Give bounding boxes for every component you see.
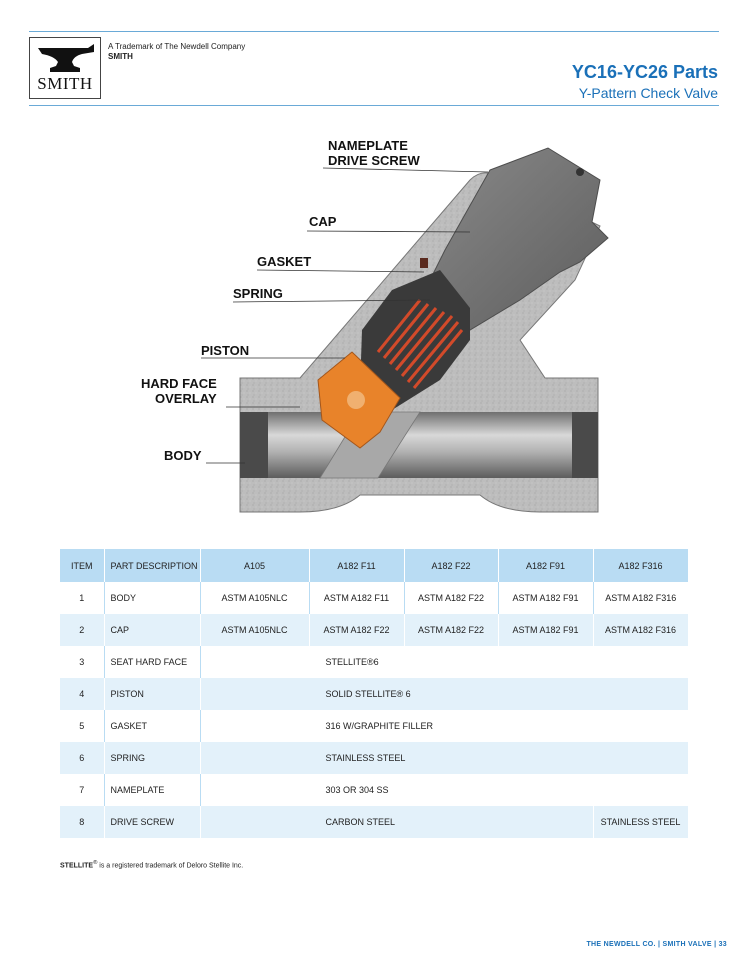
- footnote-reg: ®: [93, 860, 98, 866]
- table-row: [60, 646, 688, 678]
- row-f11: ASTM A182 F11: [309, 582, 404, 614]
- row-desc: BODY: [104, 582, 200, 614]
- brand-name: SMITH: [108, 52, 133, 61]
- valve-cutaway-diagram: [0, 110, 750, 540]
- header-a182-f91: A182 F91: [498, 549, 593, 582]
- row-material: CARBON STEEL: [200, 806, 593, 838]
- header-part-description: PART DESCRIPTION: [104, 549, 200, 582]
- row-f91: ASTM A182 F91: [498, 614, 593, 646]
- row-desc: NAMEPLATE: [104, 774, 200, 806]
- table-row: [60, 710, 688, 742]
- trademark-footnote: [60, 860, 243, 869]
- row-item: 2: [60, 614, 104, 646]
- row-material: SOLID STELLITE® 6: [200, 678, 688, 710]
- flow-bore: [240, 412, 598, 478]
- callout-overlay: OVERLAY: [155, 391, 217, 406]
- piston-face: [347, 391, 365, 409]
- callout-nameplate: NAMEPLATE: [328, 138, 408, 153]
- header-a182-f22: A182 F22: [404, 549, 498, 582]
- callout-spring: SPRING: [233, 286, 283, 301]
- row-f316: ASTM A182 F316: [593, 582, 688, 614]
- row-material: 303 OR 304 SS: [200, 774, 688, 806]
- row-desc: SPRING: [104, 742, 200, 774]
- row-item: 5: [60, 710, 104, 742]
- page-subtitle: Y-Pattern Check Valve: [578, 85, 718, 101]
- row-item: 7: [60, 774, 104, 806]
- header-rule: [29, 105, 719, 106]
- table-row: [60, 614, 688, 646]
- row-f22: ASTM A182 F22: [404, 614, 498, 646]
- row-material: STAINLESS STEEL: [200, 742, 688, 774]
- callout-body: BODY: [164, 448, 202, 463]
- table-header-row: [60, 549, 688, 582]
- row-desc: PISTON: [104, 678, 200, 710]
- table-row: [60, 582, 688, 614]
- row-item: 3: [60, 646, 104, 678]
- page-title: YC16-YC26 Parts: [571, 62, 718, 82]
- row-a105: ASTM A105NLC: [200, 582, 309, 614]
- drive-screw: [576, 168, 584, 176]
- footnote-mark: STELLITE: [60, 862, 94, 870]
- row-a105: ASTM A105NLC: [200, 614, 309, 646]
- right-socket: [572, 412, 598, 478]
- row-item: 6: [60, 742, 104, 774]
- footnote-text: is a registered trademark of Deloro Stellite Inc.: [97, 862, 244, 870]
- row-item: 4: [60, 678, 104, 710]
- smith-logo: [29, 37, 101, 99]
- callout-piston: PISTON: [201, 343, 250, 358]
- top-rule: [29, 31, 719, 32]
- table-row: [60, 774, 688, 806]
- logo-wordmark: SMITH: [37, 74, 93, 93]
- row-desc: SEAT HARD FACE: [104, 646, 200, 678]
- row-material: STELLITE®6: [200, 646, 688, 678]
- row-item: 1: [60, 582, 104, 614]
- row-f91: ASTM A182 F91: [498, 582, 593, 614]
- page-footer: THE NEWDELL CO. | SMITH VALVE | 33: [586, 941, 727, 948]
- header-item: ITEM: [60, 549, 104, 582]
- gasket: [420, 258, 428, 268]
- row-f22: ASTM A182 F22: [404, 582, 498, 614]
- row-desc: DRIVE SCREW: [104, 806, 200, 838]
- table-row: [60, 742, 688, 774]
- parts-table: [60, 549, 689, 838]
- row-desc: GASKET: [104, 710, 200, 742]
- row-f316-material: STAINLESS STEEL: [593, 806, 688, 838]
- row-item: 8: [60, 806, 104, 838]
- callout-drive-screw: DRIVE SCREW: [328, 153, 420, 168]
- header-a105: A105: [200, 549, 309, 582]
- row-material: 316 W/GRAPHITE FILLER: [200, 710, 688, 742]
- row-f11: ASTM A182 F22: [309, 614, 404, 646]
- left-socket: [240, 412, 268, 478]
- callout-cap: CAP: [309, 214, 337, 229]
- table-row: [60, 806, 688, 838]
- row-desc: CAP: [104, 614, 200, 646]
- callout-hard-face: HARD FACE: [141, 376, 217, 391]
- header-a182-f316: A182 F316: [593, 549, 688, 582]
- header-a182-f11: A182 F11: [309, 549, 404, 582]
- trademark-line: A Trademark of The Newdell Company: [108, 42, 246, 51]
- callout-gasket: GASKET: [257, 254, 312, 269]
- table-row: [60, 678, 688, 710]
- row-f316: ASTM A182 F316: [593, 614, 688, 646]
